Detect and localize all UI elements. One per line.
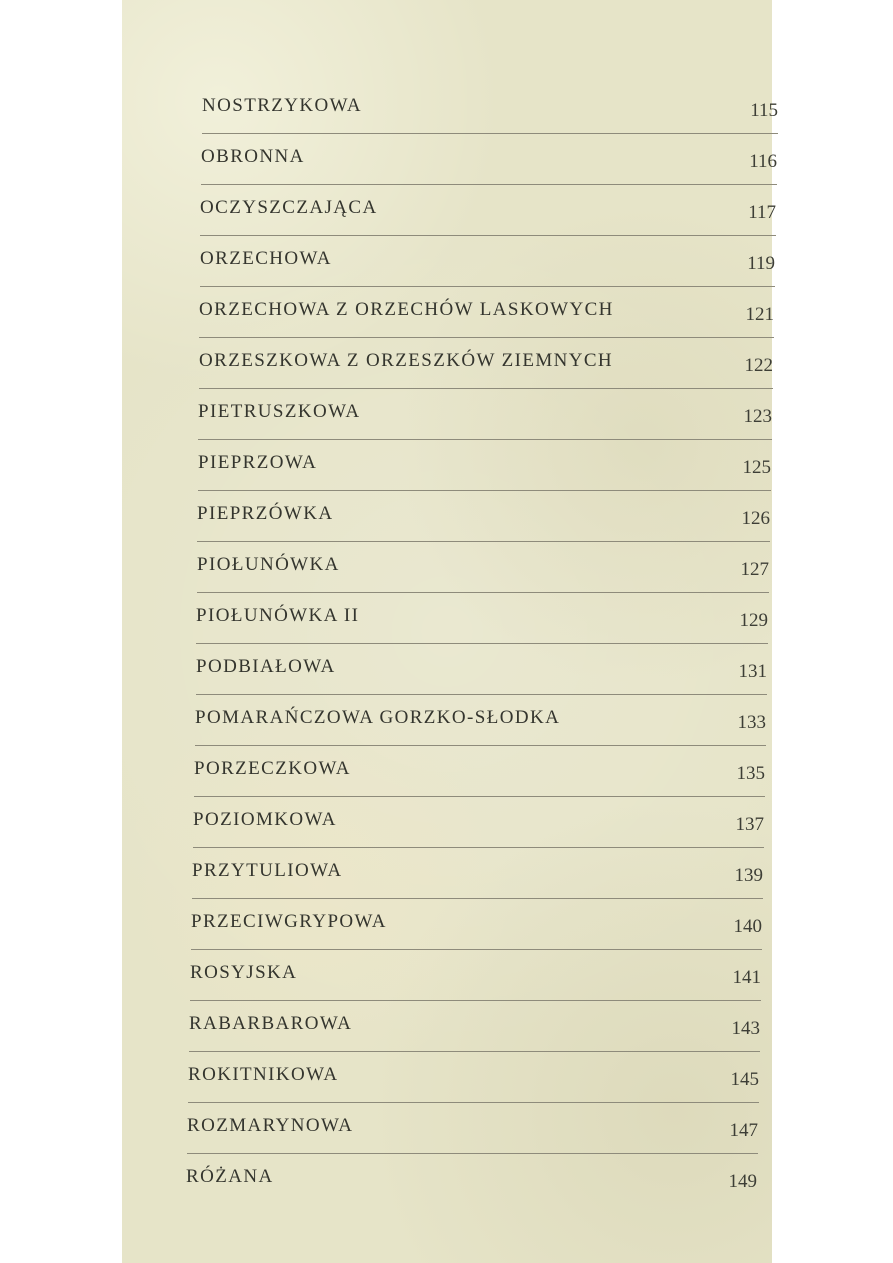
toc-entry-title: PIETRUSZKOWA — [198, 401, 361, 422]
toc-entry — [197, 491, 770, 542]
toc-entry-title: POZIOMKOWA — [193, 809, 337, 830]
toc-entry-page: 127 — [740, 559, 769, 580]
toc-entry-page: 121 — [745, 304, 774, 325]
toc-entry — [187, 1103, 758, 1154]
toc-entry — [191, 899, 762, 950]
toc-entry — [193, 797, 764, 848]
toc-entry — [202, 83, 778, 134]
toc-entry-title: RÓŻANA — [186, 1166, 274, 1187]
toc-entry — [198, 389, 772, 440]
toc-entry — [197, 542, 769, 593]
toc-entry-title: PRZECIWGRYPOWA — [191, 911, 387, 932]
toc-entry — [196, 593, 768, 644]
toc-entry — [199, 338, 773, 389]
toc-entry-title: ROZMARYNOWA — [187, 1115, 354, 1136]
toc-entry-page: 115 — [750, 100, 778, 121]
toc-entry-page: 140 — [733, 916, 762, 937]
toc-entry-title: OBRONNA — [201, 146, 305, 167]
toc-entry-page: 137 — [735, 814, 764, 835]
toc-entry-title: PIOŁUNÓWKA — [197, 554, 340, 575]
toc-entry-title: ROSYJSKA — [190, 962, 298, 983]
toc-entry — [200, 236, 775, 287]
toc-entry-title: PODBIAŁOWA — [196, 656, 336, 677]
toc-entry-title: ORZECHOWA — [200, 248, 332, 269]
toc-entry-title: ROKITNIKOWA — [188, 1064, 339, 1085]
toc-entry-title: NOSTRZYKOWA — [202, 95, 363, 116]
toc-entry — [200, 185, 776, 236]
toc-entry-page: 122 — [744, 355, 773, 376]
toc-entry-page: 131 — [738, 661, 767, 682]
toc-entry-page: 129 — [739, 610, 768, 631]
toc-entry-title: PIEPRZOWA — [198, 452, 318, 473]
toc-entry-page: 117 — [748, 202, 776, 223]
toc-entry-page: 119 — [747, 253, 775, 274]
toc-entry-title: PORZECZKOWA — [194, 758, 351, 779]
toc-entry-page: 116 — [749, 151, 777, 172]
toc-entry — [199, 287, 774, 338]
toc-entry — [192, 848, 763, 899]
toc-entry-page: 139 — [734, 865, 763, 886]
toc-entry-page: 135 — [736, 763, 765, 784]
toc-entry-title: PRZYTULIOWA — [192, 860, 343, 881]
toc-entry-page: 149 — [728, 1171, 757, 1192]
toc-entry-page: 141 — [732, 967, 761, 988]
toc-entry-page: 145 — [730, 1069, 759, 1090]
toc-entry-page: 143 — [731, 1018, 760, 1039]
toc-entry-page: 123 — [743, 406, 772, 427]
toc-entry-page: 133 — [737, 712, 766, 733]
toc-entry-title: RABARBAROWA — [189, 1013, 353, 1034]
toc-entry — [194, 746, 765, 797]
toc-entry — [201, 134, 777, 185]
toc-entry-title: ORZECHOWA Z ORZECHÓW LASKOWYCH — [199, 299, 614, 320]
toc-entry-page: 126 — [741, 508, 770, 529]
toc-entry — [190, 950, 761, 1001]
toc-entry — [189, 1001, 760, 1052]
book-page — [122, 0, 778, 1263]
toc-entry-page: 125 — [742, 457, 771, 478]
toc-entry-title: POMARAŃCZOWA GORZKO-SŁODKA — [195, 707, 561, 728]
toc-entry-page: 147 — [729, 1120, 758, 1141]
toc-entry — [195, 695, 766, 746]
toc-entry — [186, 1154, 757, 1205]
toc-entry — [188, 1052, 759, 1103]
toc-entry-title: ORZESZKOWA Z ORZESZKÓW ZIEMNYCH — [199, 350, 614, 371]
toc-entry-title: PIOŁUNÓWKA II — [196, 605, 360, 626]
toc-entry-title: OCZYSZCZAJĄCA — [200, 197, 378, 218]
toc-entry-title: PIEPRZÓWKA — [197, 503, 334, 524]
toc-entry — [196, 644, 767, 695]
toc-entry — [198, 440, 771, 491]
